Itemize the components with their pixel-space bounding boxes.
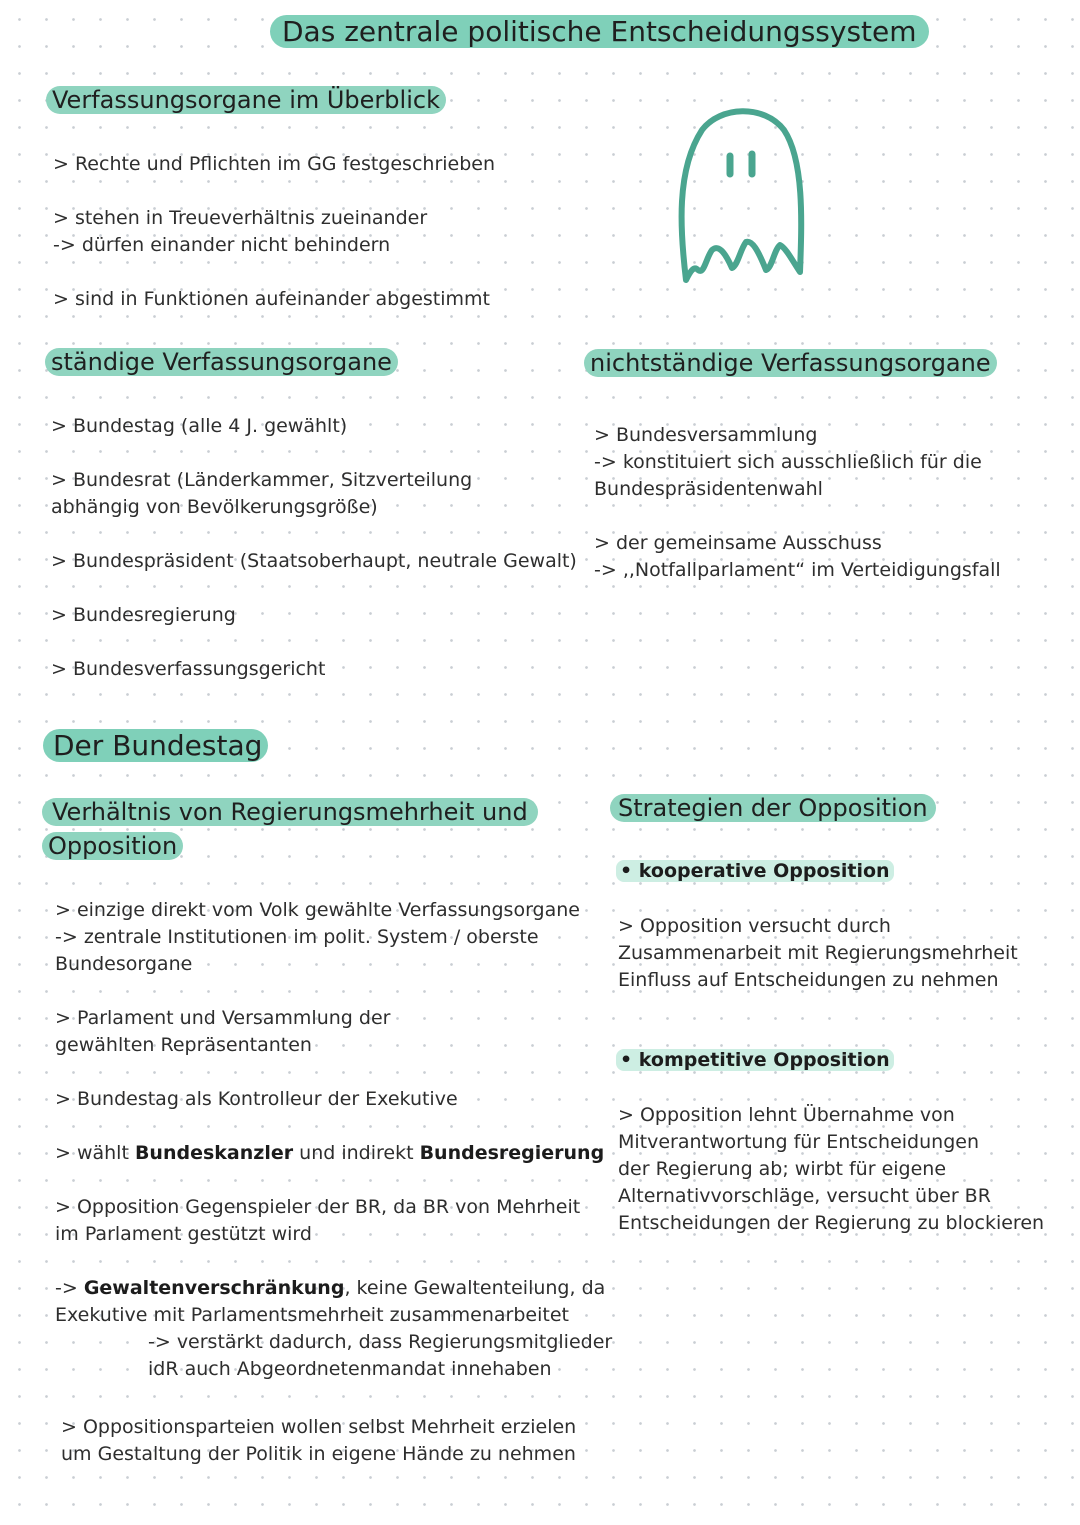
competitive-line: Alternativvorschläge, versucht über BR <box>618 1185 991 1207</box>
overview-line: > Rechte und Pflichten im GG festgeschrieben <box>53 153 496 175</box>
cooperative-line: > Opposition versucht durch <box>618 915 891 937</box>
cooperative-line: Einfluss auf Entscheidungen zu nehmen <box>618 969 999 991</box>
competitive-line: Mitverantwortung für Entscheidungen <box>618 1131 979 1153</box>
nonpermanent-organ-item: > der gemeinsame Ausschuss <box>594 532 882 554</box>
nonpermanent-organ-item: -> ,,Notfallparlament“ im Verteidigungsfall <box>594 559 1001 581</box>
permanent-organ-item: > Bundespräsident (Staatsoberhaupt, neutrale Gewalt) <box>51 550 577 572</box>
cooperative-opposition-heading: • kooperative Opposition <box>616 858 894 885</box>
bundestag-line: > Bundestag als Kontrolleur der Exekutive <box>55 1088 458 1110</box>
competitive-line: > Opposition lehnt Übernahme von <box>618 1104 955 1126</box>
nonpermanent-organ-item: > Bundesversammlung <box>594 424 818 446</box>
nonpermanent-organ-item: Bundespräsidentenwahl <box>594 478 823 500</box>
bundestag-line: > Opposition Gegenspieler der BR, da BR von Mehrheit <box>55 1196 581 1218</box>
overview-line: -> dürfen einander nicht behindern <box>53 234 391 256</box>
relation-heading: Verhältnis von Regierungsmehrheit und Opposition <box>42 796 512 862</box>
permanent-organ-item: > Bundesverfassungsgericht <box>51 658 326 680</box>
competitive-line: der Regierung ab; wirbt für eigene <box>618 1158 947 1180</box>
nonpermanent-organ-item: -> konstituiert sich ausschließlich für die <box>594 451 982 473</box>
bundestag-line: Bundesorgane <box>55 953 193 975</box>
bundestag-line: > einzige direkt vom Volk gewählte Verfassungsorgane <box>55 899 580 921</box>
overview-heading: Verfassungsorgane im Überblick <box>46 84 446 116</box>
nonpermanent-organs-heading: nichtständige Verfassungsorgane <box>584 347 997 379</box>
permanent-organ-item: > Bundesrat (Länderkammer, Sitzverteilung <box>51 469 473 491</box>
bundestag-line: -> verstärkt dadurch, dass Regierungsmitglieder <box>148 1331 613 1353</box>
bundestag-line: idR auch Abgeordnetenmandat innehaben <box>148 1358 552 1380</box>
competitive-line: Entscheidungen der Regierung zu blockieren <box>618 1212 1045 1234</box>
bundestag-line: -> Gewaltenverschränkung, keine Gewaltenteilung, da <box>55 1277 606 1299</box>
bundestag-line: > Oppositionsparteien wollen selbst Mehrheit erzielen <box>61 1416 577 1438</box>
bundestag-heading: Der Bundestag <box>43 728 268 764</box>
page-title: Das zentrale politische Entscheidungssystem <box>270 14 929 50</box>
bundestag-line: gewählten Repräsentanten <box>55 1034 312 1056</box>
overview-line: > sind in Funktionen aufeinander abgestimmt <box>53 288 490 310</box>
competitive-opposition-heading: • kompetitive Opposition <box>616 1047 894 1074</box>
bundestag-line: Exekutive mit Parlamentsmehrheit zusammenarbeitet <box>55 1304 569 1326</box>
permanent-organs-heading: ständige Verfassungsorgane <box>45 346 398 378</box>
overview-line: > stehen in Treueverhältnis zueinander <box>53 207 428 229</box>
bundestag-line: > wählt Bundeskanzler und indirekt Bundesregierung <box>55 1142 605 1164</box>
cooperative-line: Zusammenarbeit mit Regierungsmehrheit <box>618 942 1018 964</box>
permanent-organ-item: > Bundesregierung <box>51 604 236 626</box>
bundestag-line: -> zentrale Institutionen im polit. System / oberste <box>55 926 539 948</box>
ghost-icon <box>672 100 812 290</box>
permanent-organ-item: > Bundestag (alle 4 J. gewählt) <box>51 415 348 437</box>
bundestag-line: im Parlament gestützt wird <box>55 1223 312 1245</box>
bundestag-line: > Parlament und Versammlung der <box>55 1007 391 1029</box>
strategies-heading: Strategien der Opposition <box>610 792 936 824</box>
permanent-organ-item: abhängig von Bevölkerungsgröße) <box>51 496 378 518</box>
bundestag-line: um Gestaltung der Politik in eigene Hände zu nehmen <box>61 1443 576 1465</box>
